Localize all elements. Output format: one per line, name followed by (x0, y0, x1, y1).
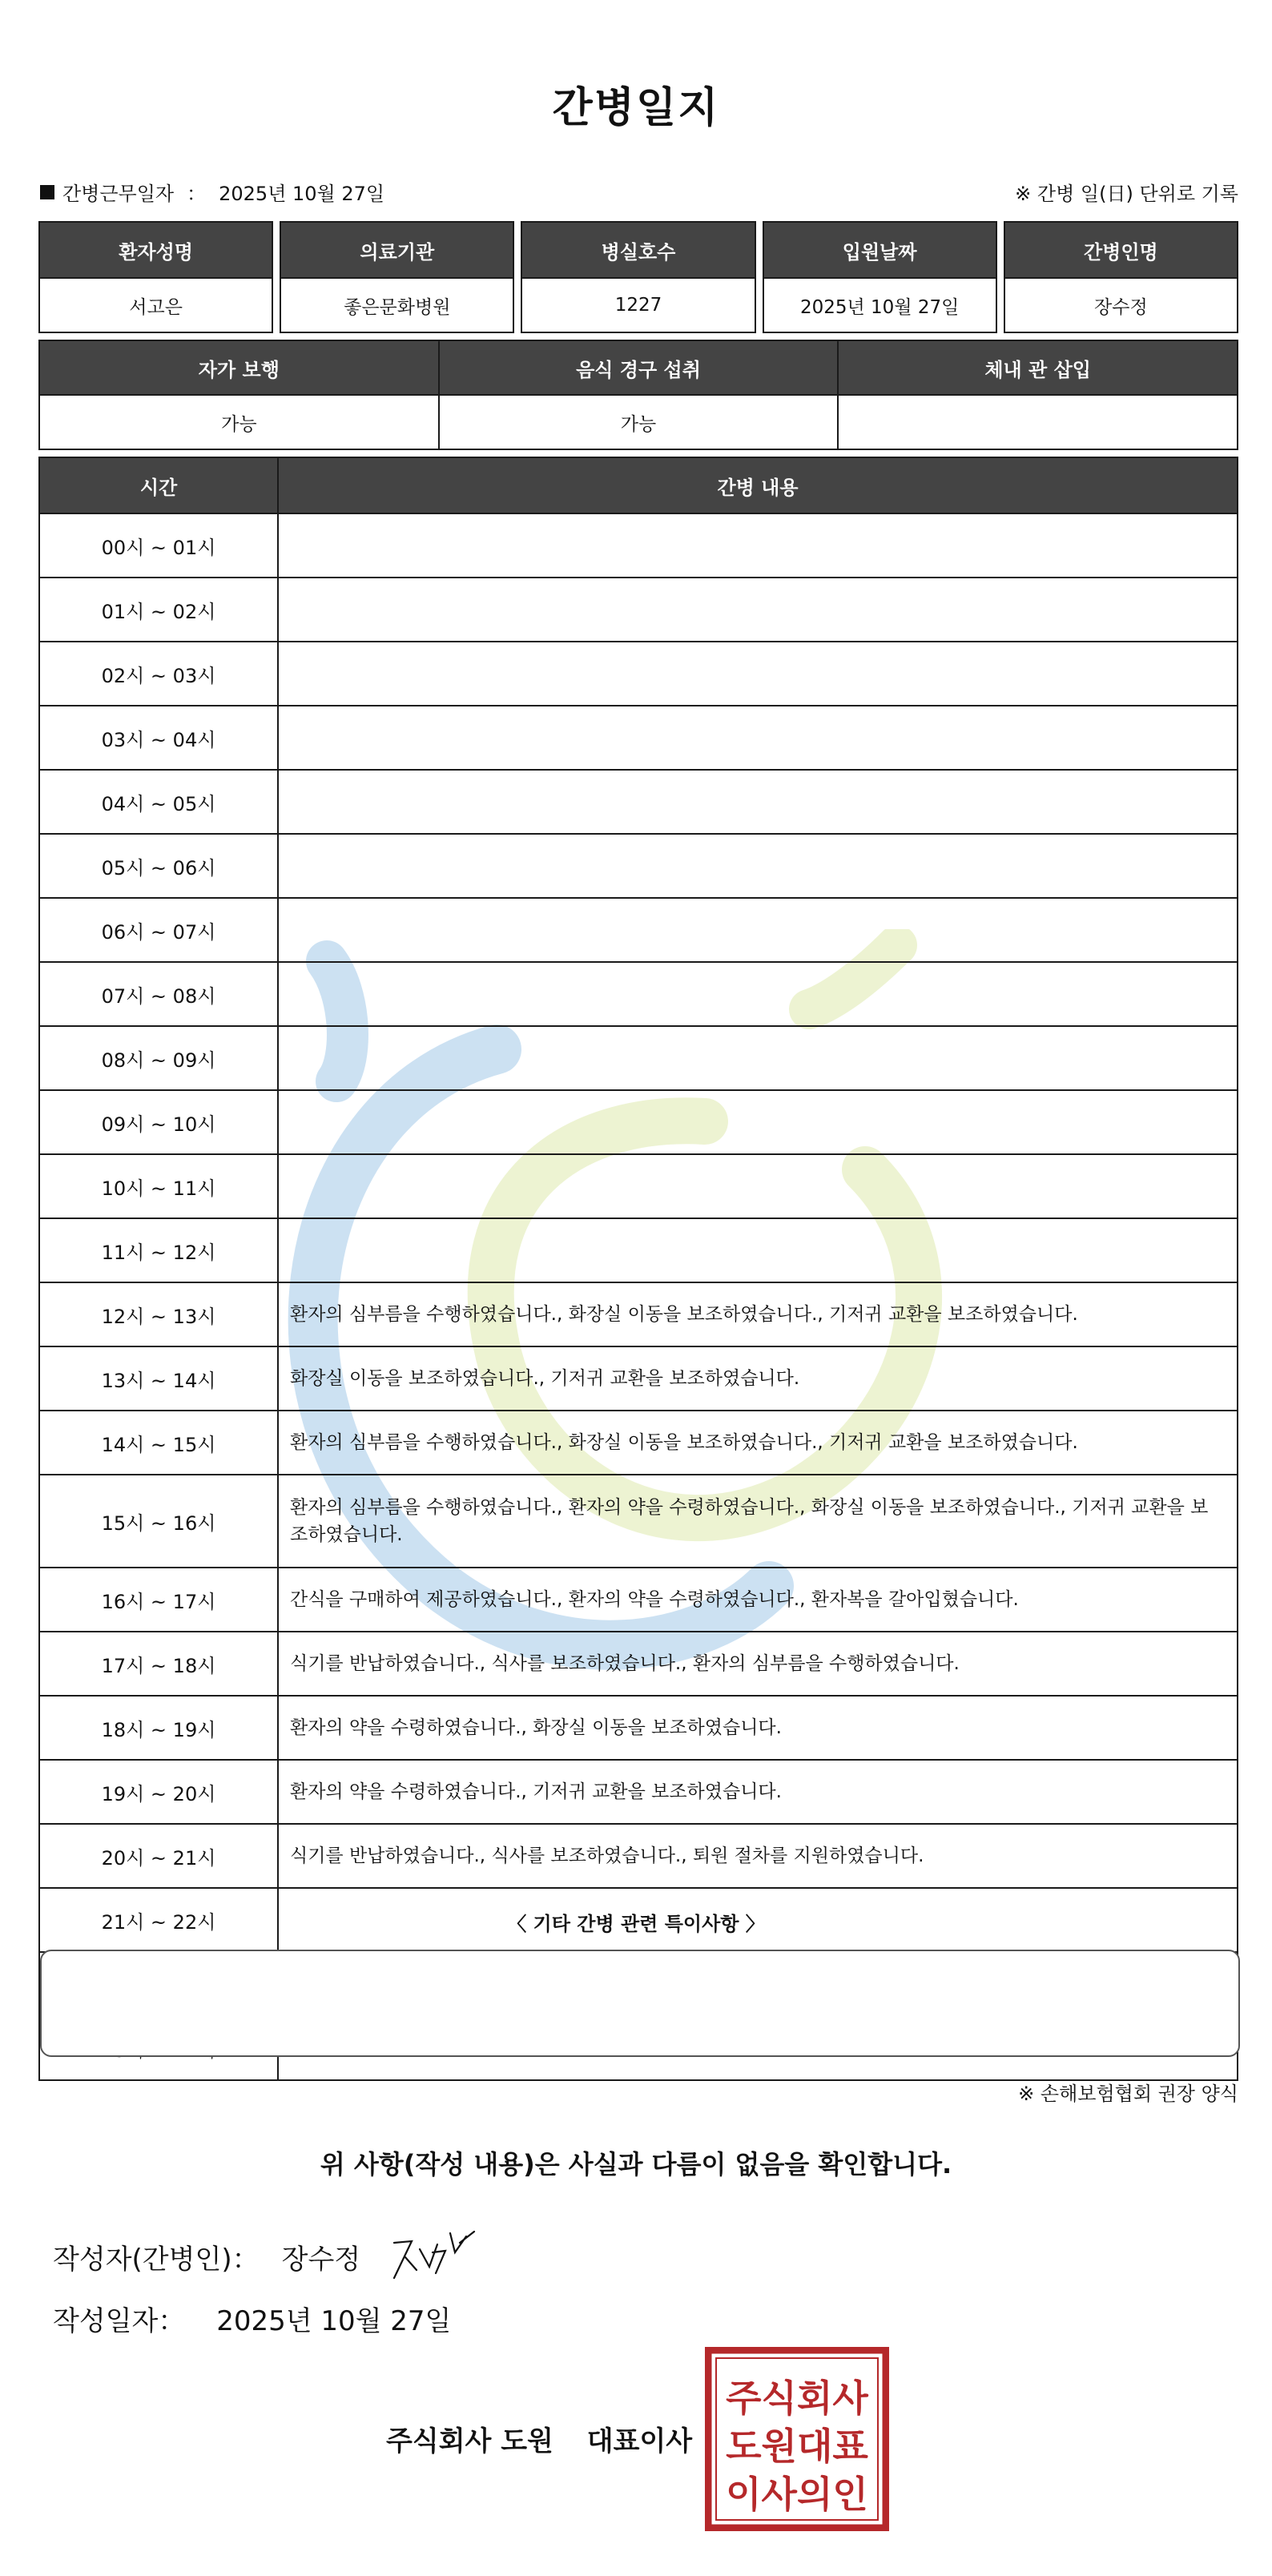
log-content-cell (278, 513, 1238, 578)
log-row (39, 1026, 1238, 1090)
log-row (39, 1218, 1238, 1282)
info-value-room: 1227 (521, 278, 755, 332)
written-date-label: 작성일자： (53, 2305, 186, 2337)
work-date-value: 2025년 10월 27일 (219, 183, 385, 205)
log-row (39, 770, 1238, 834)
status-header-row (39, 340, 1238, 395)
log-time-cell: 04시 ~ 05시 (39, 770, 278, 834)
log-row (39, 834, 1238, 898)
column-gap (755, 278, 763, 332)
written-date-value: 2025년 10월 27일 (216, 2305, 452, 2337)
log-content-cell (278, 1090, 1238, 1154)
log-row (39, 1411, 1238, 1475)
info-value-caregiver: 장수정 (1004, 278, 1238, 332)
log-time-cell: 02시 ~ 03시 (39, 642, 278, 706)
log-time-cell: 18시 ~ 19시 (39, 1696, 278, 1760)
log-content-cell (278, 1026, 1238, 1090)
care-log-body (39, 513, 1238, 2080)
log-content-cell: 환자의 약을 수령하였습니다., 기저귀 교환을 보조하였습니다. (278, 1760, 1238, 1824)
column-gap (755, 222, 763, 278)
seal-text-line: 이사의인 (726, 2473, 868, 2516)
log-row (39, 1154, 1238, 1218)
work-date-separator: ： (187, 183, 207, 205)
company-line (386, 2419, 692, 2458)
confirmation-statement: 위 사항(작성 내용)은 사실과 다름이 없음을 확인합니다. (320, 2149, 952, 2180)
log-content-cell (278, 642, 1238, 706)
column-gap (272, 222, 280, 278)
company-name: 주식회사 도원 (386, 2425, 553, 2457)
unit-note: ※ 간병 일(日) 단위로 기록 (1015, 183, 1238, 205)
info-header-caregiver: 간병인명 (1004, 222, 1238, 278)
patient-status-table (38, 340, 1238, 450)
patient-info-table (38, 221, 1238, 333)
writer-label: 작성자(간병인)： (53, 2243, 260, 2276)
work-date-line (40, 178, 384, 206)
log-time-cell: 14시 ~ 15시 (39, 1411, 278, 1475)
column-gap (513, 222, 521, 278)
log-time-cell: 03시 ~ 04시 (39, 706, 278, 770)
log-row (39, 1824, 1238, 1888)
log-time-cell: 07시 ~ 08시 (39, 962, 278, 1026)
status-value-row (39, 395, 1238, 449)
log-time-cell: 06시 ~ 07시 (39, 898, 278, 962)
info-value-patient-name: 서고은 (39, 278, 272, 332)
care-log-table (38, 457, 1238, 2081)
log-content-cell (278, 834, 1238, 898)
log-content-cell (278, 1154, 1238, 1218)
column-gap (996, 278, 1004, 332)
writer-line (53, 2228, 484, 2284)
written-date-line (53, 2299, 451, 2338)
work-date-label: 간병근무일자 (62, 183, 175, 205)
log-content-cell: 식기를 반납하였습니다., 식사를 보조하였습니다., 퇴원 절차를 지원하였습니다. (278, 1824, 1238, 1888)
log-content-cell: 환자의 심부름을 수행하였습니다., 환자의 약을 수령하였습니다., 화장실 이동을 보조하였습니다., 기저귀 교환을 보조하였습니다. (278, 1475, 1238, 1568)
log-row (39, 1475, 1238, 1568)
square-bullet-icon (40, 185, 54, 199)
log-content-cell (278, 962, 1238, 1026)
info-header-row (39, 222, 1238, 278)
log-header-content: 간병 내용 (278, 457, 1238, 513)
log-content-cell (278, 770, 1238, 834)
log-time-cell: 19시 ~ 20시 (39, 1760, 278, 1824)
column-gap (272, 278, 280, 332)
log-content-cell: 식기를 반납하였습니다., 식사를 보조하였습니다., 환자의 심부름을 수행하였습니다. (278, 1632, 1238, 1696)
log-content-cell (278, 1218, 1238, 1282)
log-content-cell: 환자의 심부름을 수행하였습니다., 화장실 이동을 보조하였습니다., 기저귀 교환을 보조하였습니다. (278, 1282, 1238, 1346)
log-row (39, 898, 1238, 962)
log-row (39, 578, 1238, 642)
log-time-cell: 16시 ~ 17시 (39, 1568, 278, 1632)
seal-text-line: 주식회사 (726, 2377, 868, 2420)
log-content-cell: 환자의 심부름을 수행하였습니다., 화장실 이동을 보조하였습니다., 기저귀 교환을 보조하였습니다. (278, 1411, 1238, 1475)
status-value-oral-intake: 가능 (439, 395, 839, 449)
status-header-oral-intake: 음식 경구 섭취 (439, 340, 839, 395)
notes-label: 〈 기타 간병 관련 특이사항 〉 (507, 1913, 765, 1935)
info-header-admission-date: 입원날짜 (763, 222, 996, 278)
log-content-cell: 화장실 이동을 보조하였습니다., 기저귀 교환을 보조하였습니다. (278, 1346, 1238, 1411)
status-value-walking: 가능 (39, 395, 439, 449)
log-time-cell: 00시 ~ 01시 (39, 513, 278, 578)
log-row (39, 1696, 1238, 1760)
notes-box (40, 1950, 1240, 2057)
log-row (39, 1632, 1238, 1696)
log-time-cell: 12시 ~ 13시 (39, 1282, 278, 1346)
signature-icon (388, 2228, 484, 2284)
recommend-note: ※ 손해보험협회 권장 양식 (1018, 2083, 1238, 2105)
info-header-room: 병실호수 (521, 222, 755, 278)
log-row (39, 706, 1238, 770)
log-time-cell: 20시 ~ 21시 (39, 1824, 278, 1888)
status-value-tube (838, 395, 1238, 449)
info-value-hospital: 좋은문화병원 (280, 278, 513, 332)
log-time-cell: 01시 ~ 02시 (39, 578, 278, 642)
company-representative-title: 대표이사 (586, 2425, 693, 2457)
log-row (39, 1090, 1238, 1154)
seal-text-line: 도원대표 (726, 2425, 868, 2468)
log-time-cell: 15시 ~ 16시 (39, 1475, 278, 1568)
log-time-cell: 08시 ~ 09시 (39, 1026, 278, 1090)
log-time-cell: 13시 ~ 14시 (39, 1346, 278, 1411)
log-time-cell: 05시 ~ 06시 (39, 834, 278, 898)
log-content-cell: 간식을 구매하여 제공하였습니다., 환자의 약을 수령하였습니다., 환자복을 갈아입혔습니다. (278, 1568, 1238, 1632)
log-content-cell (278, 898, 1238, 962)
info-value-admission-date: 2025년 10월 27일 (763, 278, 996, 332)
log-time-cell: 21시 ~ 22시 (39, 1888, 278, 1952)
log-time-cell: 09시 ~ 10시 (39, 1090, 278, 1154)
log-header-row (39, 457, 1238, 513)
log-row (39, 1568, 1238, 1632)
log-row (39, 513, 1238, 578)
column-gap (996, 222, 1004, 278)
status-header-tube: 체내 관 삽입 (838, 340, 1238, 395)
writer-value: 장수정 (281, 2243, 361, 2276)
info-value-row (39, 278, 1238, 332)
log-content-cell (278, 706, 1238, 770)
log-time-cell: 10시 ~ 11시 (39, 1154, 278, 1218)
status-header-walking: 자가 보행 (39, 340, 439, 395)
log-content-cell: 환자의 약을 수령하였습니다., 화장실 이동을 보조하였습니다. (278, 1696, 1238, 1760)
log-header-time: 시간 (39, 457, 278, 513)
log-row (39, 962, 1238, 1026)
page-title: 간병일지 (552, 84, 720, 132)
info-header-patient-name: 환자성명 (39, 222, 272, 278)
log-time-cell: 11시 ~ 12시 (39, 1218, 278, 1282)
log-time-cell: 17시 ~ 18시 (39, 1632, 278, 1696)
log-row (39, 1282, 1238, 1346)
log-row (39, 642, 1238, 706)
info-header-hospital: 의료기관 (280, 222, 513, 278)
log-content-cell (278, 578, 1238, 642)
log-row (39, 1346, 1238, 1411)
company-seal-icon (705, 2347, 889, 2531)
column-gap (513, 278, 521, 332)
log-row (39, 1760, 1238, 1824)
